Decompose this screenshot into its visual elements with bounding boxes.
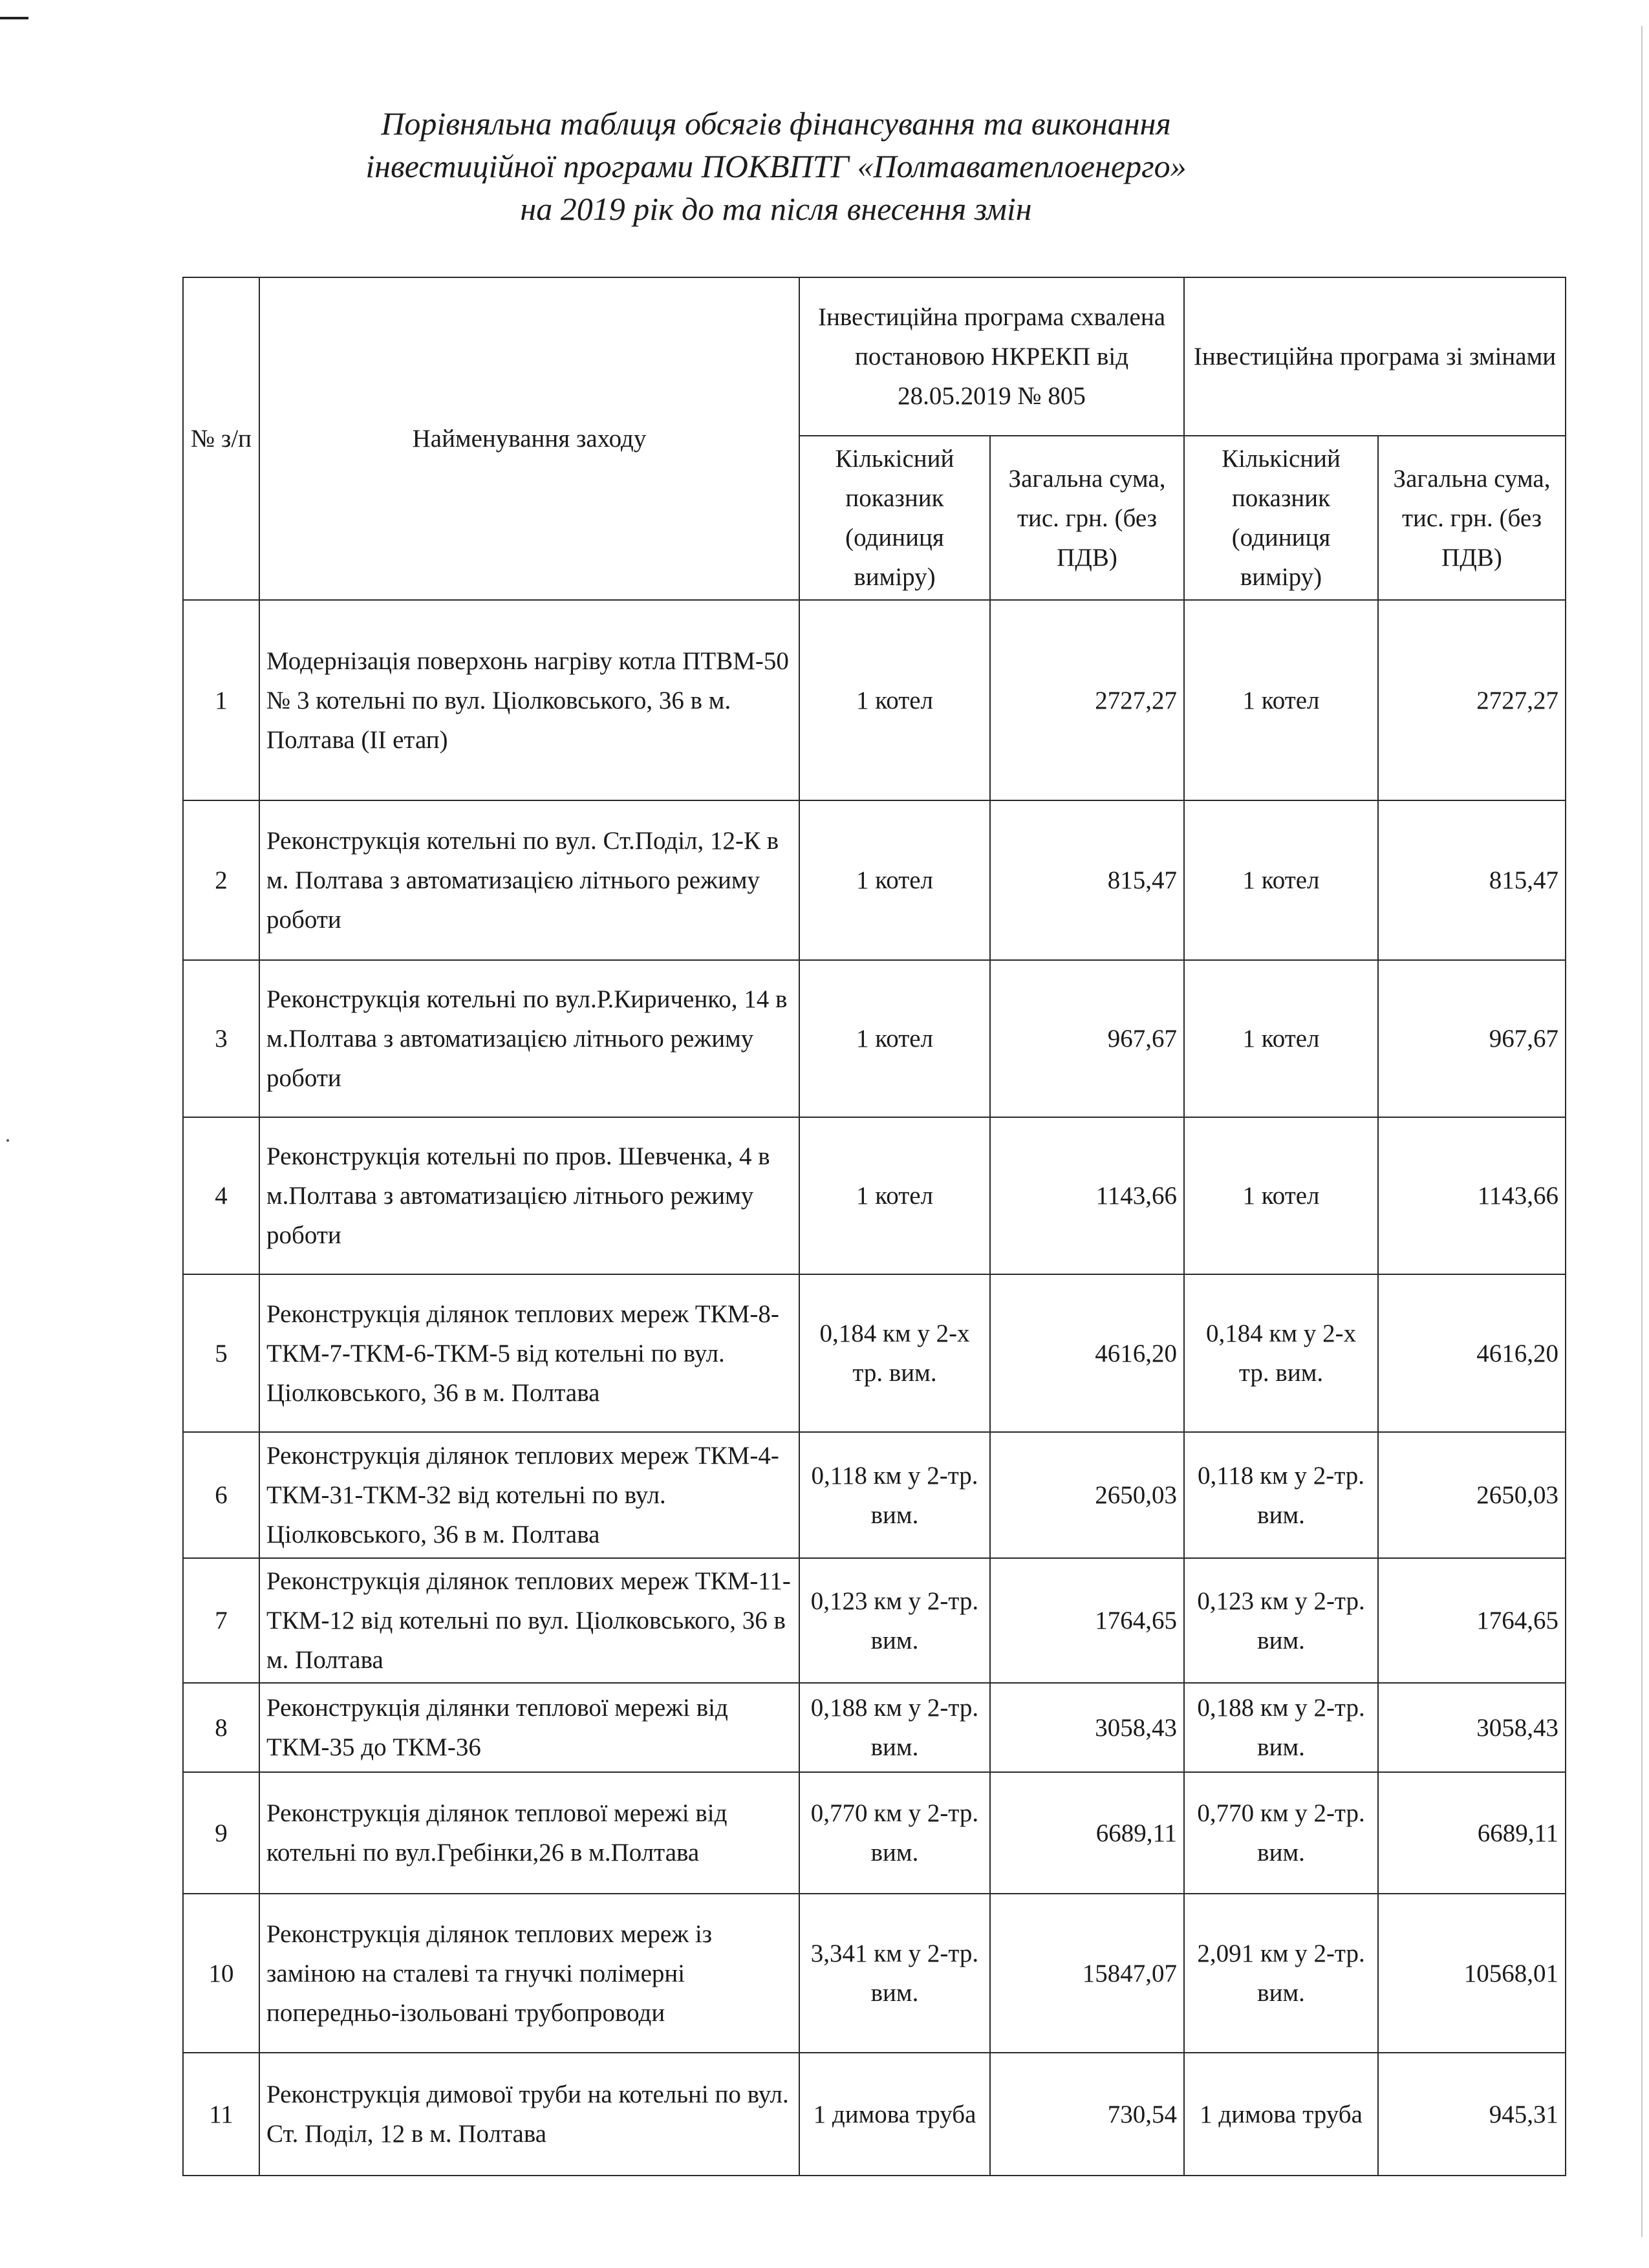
- row-qty-after: 1 димова труба: [1184, 2053, 1378, 2176]
- row-qty-before: 0,184 км у 2-х тр. вим.: [799, 1274, 990, 1432]
- header-group-before: Інвестиційна програма схвалена постановою НКРЕКП від 28.05.2019 № 805: [799, 277, 1184, 436]
- header-qty-after: Кількісний показник (одиниця виміру): [1184, 436, 1378, 600]
- row-sum-after: 6689,11: [1378, 1772, 1566, 1894]
- table-row: [183, 1558, 1566, 1683]
- row-name: Реконструкція котельні по вул. Ст.Поділ, 12-К в м. Полтава з автоматизацією літнього режиму роботи: [259, 800, 799, 960]
- row-qty-before: 3,341 км у 2-тр. вим.: [799, 1894, 990, 2053]
- row-qty-before: 0,118 км у 2-тр. вим.: [799, 1432, 990, 1558]
- header-name: Найменування заходу: [259, 277, 799, 600]
- scan-artifact-mark: [0, 17, 28, 19]
- table-row: [183, 1772, 1566, 1894]
- table-row: [183, 1432, 1566, 1558]
- table-row: [183, 1274, 1566, 1432]
- row-sum-after: 10568,01: [1378, 1894, 1566, 2053]
- row-name: Реконструкція котельні по пров. Шевченка, 4 в м.Полтава з автоматизацією літнього режиму роботи: [259, 1117, 799, 1274]
- row-qty-after: 2,091 км у 2-тр. вим.: [1184, 1894, 1378, 2053]
- row-sum-before: 815,47: [990, 800, 1184, 960]
- row-qty-before: 0,770 км у 2-тр. вим.: [799, 1772, 990, 1894]
- row-sum-after: 3058,43: [1378, 1683, 1566, 1772]
- row-sum-after: 967,67: [1378, 960, 1566, 1117]
- header-sum-before: Загальна сума, тис. грн. (без ПДВ): [990, 436, 1184, 600]
- row-qty-before: 0,123 км у 2-тр. вим.: [799, 1558, 990, 1683]
- row-sum-before: 967,67: [990, 960, 1184, 1117]
- row-name: Реконструкція котельні по вул.Р.Кириченко, 14 в м.Полтава з автоматизацією літнього режиму роботи: [259, 960, 799, 1117]
- row-qty-after: 1 котел: [1184, 960, 1378, 1117]
- row-qty-after: 0,118 км у 2-тр. вим.: [1184, 1432, 1378, 1558]
- title-line-2: інвестиційної програми ПОКВПТГ «Полтаватеплоенерго»: [365, 148, 1187, 184]
- row-num: 7: [183, 1558, 259, 1683]
- row-qty-after: 1 котел: [1184, 1117, 1378, 1274]
- row-sum-before: 15847,07: [990, 1894, 1184, 2053]
- table-row: [183, 800, 1566, 960]
- row-name: Реконструкція ділянок теплових мереж ТКМ-4-ТКМ-31-ТКМ-32 від котельні по вул. Ціолковського, 36 в м. Полтава: [259, 1432, 799, 1558]
- header-qty-before: Кількісний показник (одиниця виміру): [799, 436, 990, 600]
- row-num: 9: [183, 1772, 259, 1894]
- row-sum-after: 1764,65: [1378, 1558, 1566, 1683]
- row-num: 3: [183, 960, 259, 1117]
- row-sum-after: 815,47: [1378, 800, 1566, 960]
- header-num: № з/п: [183, 277, 259, 600]
- row-qty-before: 1 димова труба: [799, 2053, 990, 2176]
- table-row: [183, 1894, 1566, 2053]
- row-sum-before: 4616,20: [990, 1274, 1184, 1432]
- row-qty-before: 0,188 км у 2-тр. вим.: [799, 1683, 990, 1772]
- row-qty-after: 0,188 км у 2-тр. вим.: [1184, 1683, 1378, 1772]
- header-sum-after: Загальна сума, тис. грн. (без ПДВ): [1378, 436, 1566, 600]
- row-name: Реконструкція ділянки теплової мережі від ТКМ-35 до ТКМ-36: [259, 1683, 799, 1772]
- row-num: 11: [183, 2053, 259, 2176]
- row-num: 10: [183, 1894, 259, 2053]
- row-qty-after: 0,123 км у 2-тр. вим.: [1184, 1558, 1378, 1683]
- row-sum-before: 6689,11: [990, 1772, 1184, 1894]
- comparison-table: [182, 277, 1566, 2176]
- table-row: [183, 600, 1566, 800]
- row-qty-before: 1 котел: [799, 600, 990, 800]
- row-num: 4: [183, 1117, 259, 1274]
- row-sum-after: 2727,27: [1378, 600, 1566, 800]
- row-name: Реконструкція ділянок теплових мереж із заміною на сталеві та гнучкі полімерні попередньо-ізольовані трубопроводи: [259, 1894, 799, 2053]
- row-sum-after: 945,31: [1378, 2053, 1566, 2176]
- row-qty-after: 0,770 км у 2-тр. вим.: [1184, 1772, 1378, 1894]
- row-num: 5: [183, 1274, 259, 1432]
- row-sum-before: 730,54: [990, 2053, 1184, 2176]
- row-sum-after: 2650,03: [1378, 1432, 1566, 1558]
- header-row-top: [183, 277, 1566, 436]
- row-num: 1: [183, 600, 259, 800]
- row-sum-before: 2650,03: [990, 1432, 1184, 1558]
- document-title: [194, 102, 1358, 230]
- table-row: [183, 1683, 1566, 1772]
- row-name: Реконструкція ділянок теплової мережі від котельні по вул.Гребінки,26 в м.Полтава: [259, 1772, 799, 1894]
- scan-artifact-dot: [6, 1139, 9, 1142]
- header-group-after: Інвестиційна програма зі змінами: [1184, 277, 1566, 436]
- table-row: [183, 1117, 1566, 1274]
- row-qty-before: 1 котел: [799, 960, 990, 1117]
- row-sum-before: 1143,66: [990, 1117, 1184, 1274]
- row-qty-before: 1 котел: [799, 800, 990, 960]
- row-name: Реконструкція димової труби на котельні по вул. Ст. Поділ, 12 в м. Полтава: [259, 2053, 799, 2176]
- row-qty-after: 1 котел: [1184, 600, 1378, 800]
- scan-page-edge: [1641, 26, 1643, 2237]
- row-qty-after: 0,184 км у 2-х тр. вим.: [1184, 1274, 1378, 1432]
- row-sum-before: 1764,65: [990, 1558, 1184, 1683]
- title-line-3: на 2019 рік до та після внесення змін: [520, 191, 1032, 227]
- row-name: Реконструкція ділянок теплових мереж ТКМ-8-ТКМ-7-ТКМ-6-ТКМ-5 від котельні по вул. Ціолковського, 36 в м. Полтава: [259, 1274, 799, 1432]
- row-num: 2: [183, 800, 259, 960]
- table-row: [183, 2053, 1566, 2176]
- row-sum-before: 2727,27: [990, 600, 1184, 800]
- row-sum-before: 3058,43: [990, 1683, 1184, 1772]
- row-name: Модернізація поверхонь нагріву котла ПТВМ-50 № 3 котельні по вул. Ціолковського, 36 в м. Полтава (ІІ етап): [259, 600, 799, 800]
- row-qty-before: 1 котел: [799, 1117, 990, 1274]
- row-num: 8: [183, 1683, 259, 1772]
- table-row: [183, 960, 1566, 1117]
- row-sum-after: 4616,20: [1378, 1274, 1566, 1432]
- row-sum-after: 1143,66: [1378, 1117, 1566, 1274]
- title-line-1: Порівняльна таблиця обсягів фінансування та виконання: [381, 105, 1171, 142]
- row-qty-after: 1 котел: [1184, 800, 1378, 960]
- row-name: Реконструкція ділянок теплових мереж ТКМ-11-ТКМ-12 від котельні по вул. Ціолковського, 36 в м. Полтава: [259, 1558, 799, 1683]
- row-num: 6: [183, 1432, 259, 1558]
